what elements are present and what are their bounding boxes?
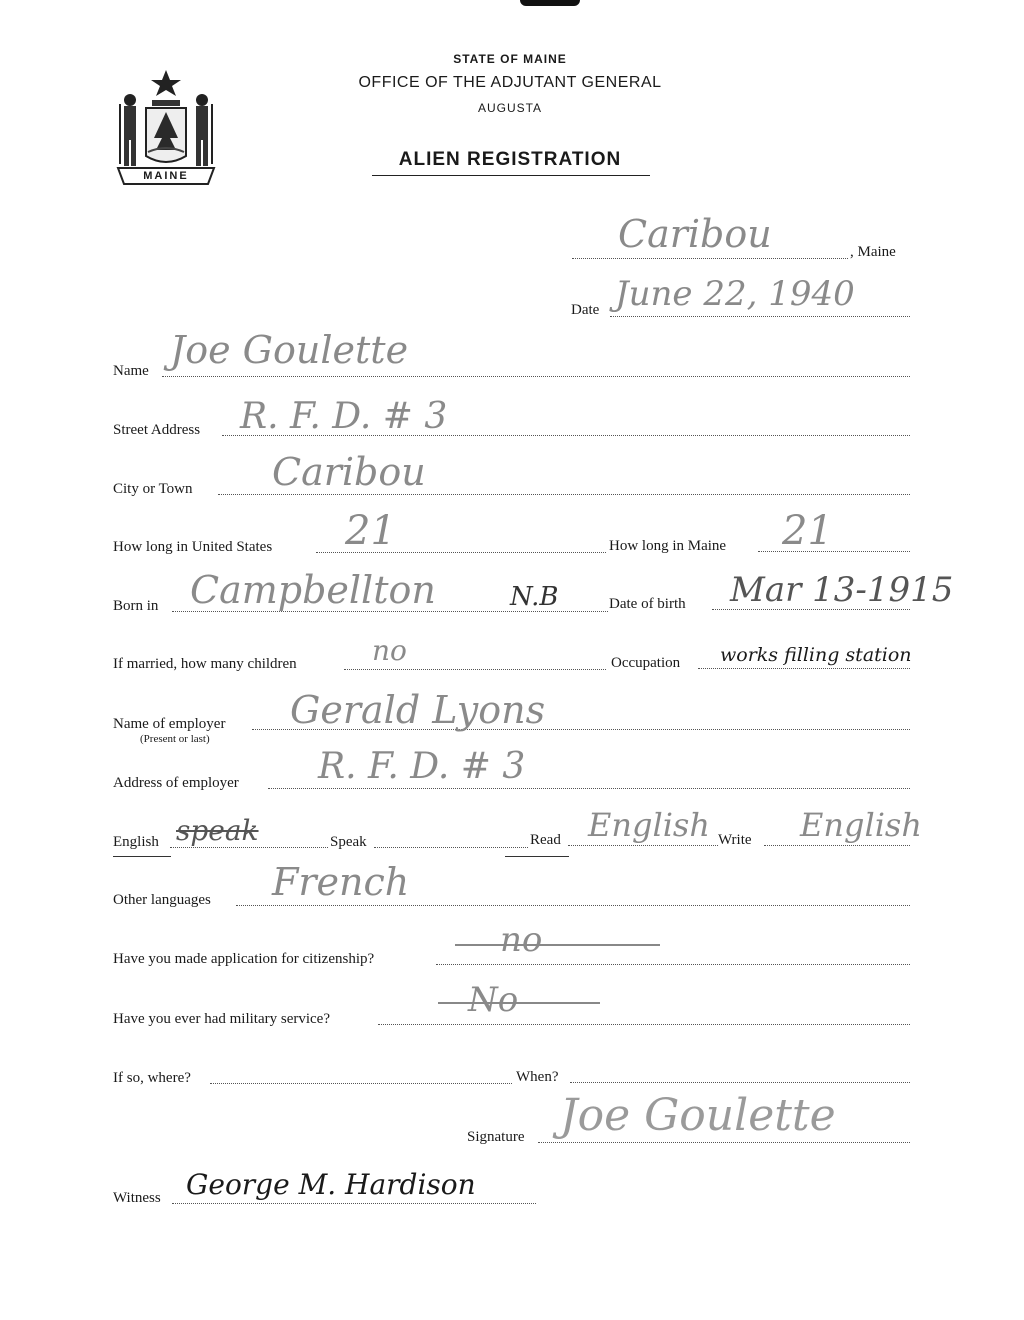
header-office: OFFICE OF THE ADJUTANT GENERAL <box>358 74 662 91</box>
employer-address-entry: R. F. D. # 3 <box>318 746 526 787</box>
other-languages-label: Other languages <box>113 892 211 908</box>
born-in-entry: Campbellton <box>190 568 436 612</box>
witness-entry: George M. Hardison <box>186 1168 476 1201</box>
where-label: If so, where? <box>113 1070 191 1086</box>
page-edge-mark <box>520 0 580 6</box>
witness-label: Witness <box>113 1190 161 1206</box>
signature-entry: Joe Goulette <box>560 1090 836 1141</box>
born-province-entry: N.B <box>510 582 559 612</box>
english-struck-entry: speak <box>176 814 259 847</box>
write-entry: English <box>800 806 922 844</box>
name-entry: Joe Goulette <box>170 328 409 372</box>
citizenship-label: Have you made application for citizenship? <box>113 951 375 967</box>
city-entry: Caribou <box>272 450 426 494</box>
when-label: When? <box>516 1069 559 1085</box>
street-address-label: Street Address <box>113 422 201 438</box>
english-label: English <box>113 834 159 850</box>
born-in-label: Born in <box>113 598 159 614</box>
long-maine-entry: 21 <box>782 508 833 554</box>
town-entry: Caribou <box>618 212 772 256</box>
military-label: Have you ever had military service? <box>113 1011 330 1027</box>
dob-entry: Mar 13-1915 <box>730 570 954 610</box>
occupation-entry: works filling station <box>720 644 912 666</box>
employer-address-label: Address of employer <box>113 775 239 791</box>
speak-label: Speak <box>330 834 367 850</box>
employer-entry: Gerald Lyons <box>290 688 546 732</box>
dob-label: Date of birth <box>609 596 686 612</box>
seal-banner-text: MAINE <box>143 170 189 182</box>
header-city: AUGUSTA <box>477 101 543 115</box>
date-entry: June 22, 1940 <box>615 274 855 314</box>
header-state: STATE OF MAINE <box>453 52 567 66</box>
signature-label: Signature <box>467 1129 525 1145</box>
occupation-label: Occupation <box>611 655 681 671</box>
children-label: If married, how many children <box>113 656 297 672</box>
date-label: Date <box>571 302 600 318</box>
employer-label: Name of employer <box>113 716 226 732</box>
long-us-entry: 21 <box>345 508 396 554</box>
citizenship-entry: no <box>500 920 543 960</box>
name-label: Name <box>113 363 149 379</box>
city-label: City or Town <box>113 481 193 497</box>
long-us-label: How long in United States <box>113 539 273 555</box>
other-languages-entry: French <box>272 860 410 904</box>
read-label: Read <box>530 832 561 848</box>
military-entry: No <box>468 980 519 1020</box>
title-underline <box>372 175 650 176</box>
form-title: ALIEN REGISTRATION <box>398 149 622 170</box>
children-entry: no <box>372 634 407 667</box>
employer-note: (Present or last) <box>140 733 210 745</box>
long-maine-label: How long in Maine <box>609 538 727 554</box>
write-label: Write <box>718 832 752 848</box>
street-address-entry: R. F. D. # 3 <box>240 396 448 437</box>
maine-label: , Maine <box>850 244 896 260</box>
read-entry: English <box>588 806 710 844</box>
